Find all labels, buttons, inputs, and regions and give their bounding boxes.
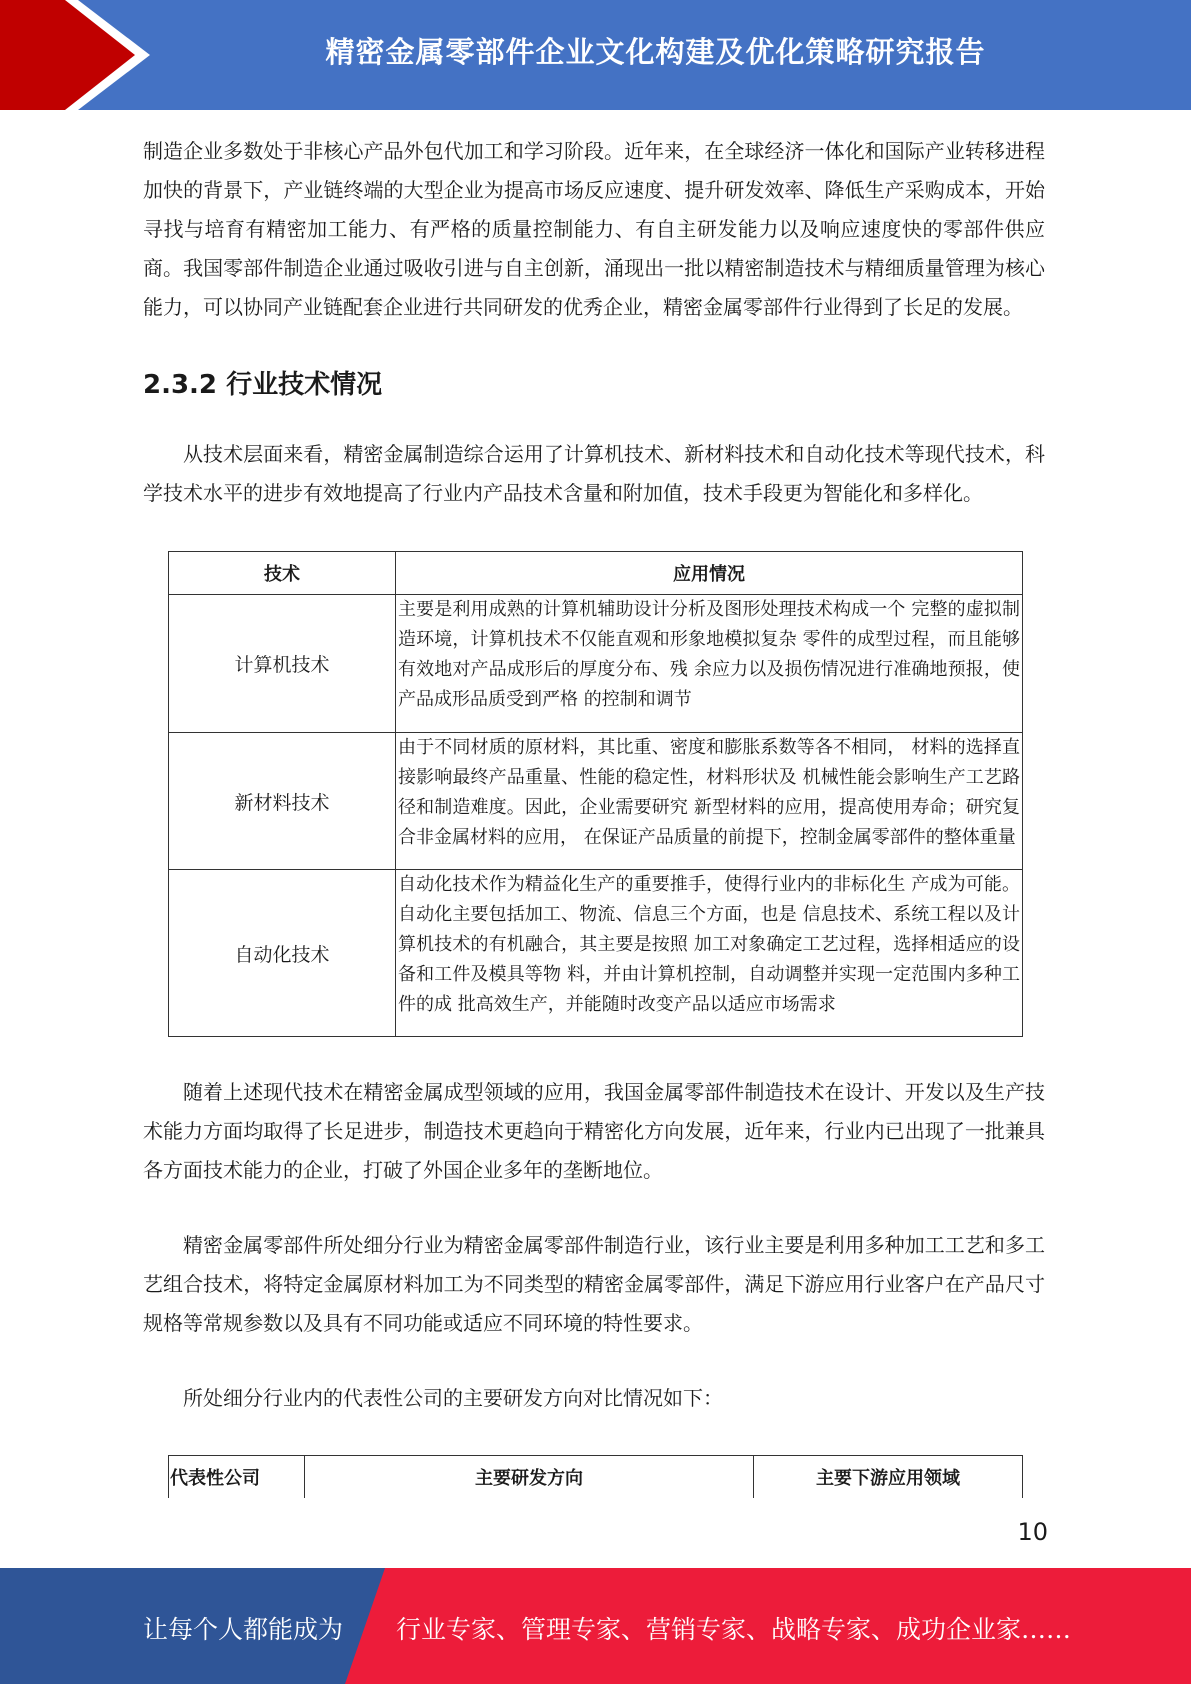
table-row <box>169 733 1023 870</box>
paragraph-comparison-intro: 所处细分行业内的代表性公司的主要研发方向对比情况如下： <box>183 1386 723 1410</box>
table-header-row <box>169 1456 1023 1499</box>
tech-name: 自动化技术 <box>169 870 396 1037</box>
tech-name: 计算机技术 <box>169 595 396 733</box>
table-row <box>169 595 1023 733</box>
header-downstream: 主要下游应用领域 <box>754 1456 1023 1499</box>
tech-application: 自动化技术作为精益化生产的重要推手，使得行业内的非标化生 产成为可能。自动化主要包括加工、物流、信息三个方面，也是 信息技术、系统工程以及计算机技术的有机融合，其主要是按照 加工对象确定工艺过程，选择相适应的设备和工件及模具等物 料，并由计算机控制，自动调整并实现一定范围内多种工件的成 批高效生产，并能随时改变产品以适应市场需求 <box>396 870 1023 1037</box>
header-direction: 主要研发方向 <box>305 1456 754 1499</box>
header-title: 精密金属零部件企业文化构建及优化策略研究报告 <box>325 35 986 69</box>
section-heading: 2.3.2 行业技术情况 <box>143 370 383 400</box>
technology-table <box>168 551 1023 1037</box>
table-header-row <box>169 552 1023 595</box>
spacer <box>143 1343 1045 1379</box>
spacer <box>143 1190 1045 1226</box>
page-footer <box>0 1568 1191 1684</box>
spacer <box>143 1037 1045 1073</box>
page-header <box>0 0 1191 110</box>
paragraph-industry: 精密金属零部件所处细分行业为精密金属零部件制造行业，该行业主要是利用多种加工工艺和多工艺组合技术，将特定金属原材料加工为不同类型的精密金属零部件，满足下游应用行业客户在产品尺寸规格等常规参数以及具有不同功能或适应不同环境的特性要求。 <box>143 1233 1045 1335</box>
paragraph-development: 随着上述现代技术在精密金属成型领域的应用，我国金属零部件制造技术在设计、开发以及生产技术能力方面均取得了长足进步，制造技术更趋向于精密化方向发展，近年来，行业内已出现了一批兼具各方面技术能力的企业，打破了外国企业多年的垄断地位。 <box>143 1080 1045 1182</box>
footer-slogan-right: 行业专家、管理专家、营销专家、战略专家、成功企业家…… <box>396 1615 1072 1644</box>
paragraph-intro: 制造企业多数处于非核心产品外包代加工和学习阶段。近年来，在全球经济一体化和国际产业转移进程加快的背景下，产业链终端的大型企业为提高市场反应速度、提升研发效率、降低生产采购成本，开始寻找与培育有精密加工能力、有严格的质量控制能力、有自主研发能力以及响应速度快的零部件供应商。我国零部件制造企业通过吸收引进与自主创新，涌现出一批以精密制造技术与精细质量管理为核心能力，可以协同产业链配套企业进行共同研发的优秀企业，精密金属零部件行业得到了长足的发展。 <box>143 139 1045 319</box>
table-row <box>169 870 1023 1037</box>
tech-name: 新材料技术 <box>169 733 396 870</box>
footer-slogan-left: 让每个人都能成为 <box>143 1615 344 1644</box>
tech-application: 由于不同材质的原材料，其比重、密度和膨胀系数等各不相同， 材料的选择直接影响最终产品重量、性能的稳定性，材料形状及 机械性能会影响生产工艺路径和制造难度。因此，企业需要研究 新型材料的应用，提高使用寿命；研究复合非金属材料的应用， 在保证产品质量的前提下，控制金属零部件的整体重量 <box>396 733 1023 870</box>
header-company: 代表性公司 <box>169 1456 305 1499</box>
header-application: 应用情况 <box>396 552 1023 595</box>
page-number: 10 <box>1017 1518 1048 1546</box>
header-arrow-icon <box>0 0 160 110</box>
tech-application: 主要是利用成熟的计算机辅助设计分析及图形处理技术构成一个 完整的虚拟制造环境，计算机技术不仅能直观和形象地模拟复杂 零件的成型过程，而且能够有效地对产品成形后的厚度分布、残 余应力以及损伤情况进行准确地预报，使产品成形品质受到严格 的控制和调节 <box>396 595 1023 733</box>
page-content <box>143 132 1045 1498</box>
company-table <box>168 1455 1023 1498</box>
header-tech: 技术 <box>169 552 396 595</box>
paragraph-tech-overview: 从技术层面来看，精密金属制造综合运用了计算机技术、新材料技术和自动化技术等现代技术，科学技术水平的进步有效地提高了行业内产品技术含量和附加值，技术手段更为智能化和多样化。 <box>143 442 1045 505</box>
